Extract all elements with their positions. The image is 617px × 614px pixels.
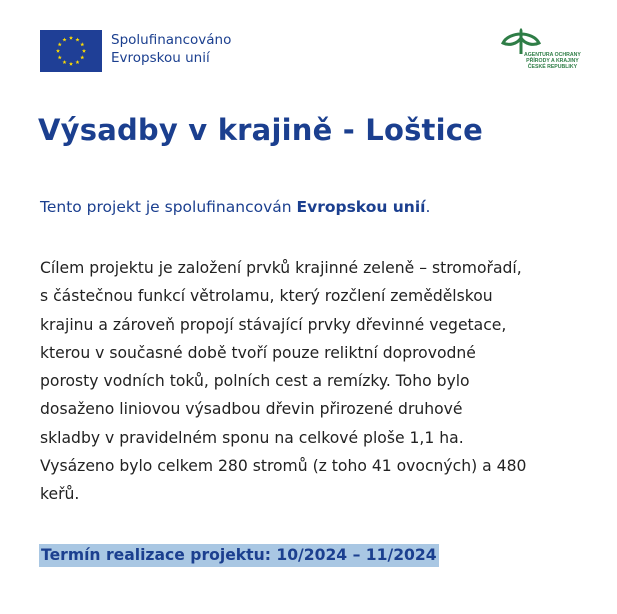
eu-cofinancing-logo-text (111, 31, 231, 67)
eu-logo-line2: Evropskou unií (111, 50, 210, 66)
agency-logo-line1: AGENTURA OCHRANY (524, 52, 581, 58)
description-line: Vysázeno bylo celkem 280 stromů (z toho 41 ovocných) a 480 (40, 457, 527, 476)
agency-logo-text (524, 52, 581, 71)
cofinancing-prefix: Tento projekt je spolufinancován (40, 198, 297, 216)
agency-logo-line2: PŘÍRODY A KRAJINY (526, 58, 579, 65)
aopk-leaf-icon (500, 28, 542, 54)
page-title: Výsadby v krajině - Loštice (38, 113, 484, 147)
eu-flag-icon (40, 30, 102, 72)
description-line: kterou v současné době tvoří pouze reliktní doprovodné (40, 343, 476, 362)
description-line: skladby v pravidelném sponu na celkové ploše 1,1 ha. (40, 428, 464, 447)
description-line: porosty vodních toků, polních cest a remízky. Toho bylo (40, 372, 470, 391)
description-line: krajinu a zároveň propojí stávající prvky dřevinné vegetace, (40, 315, 507, 334)
realization-term: Termín realizace projektu: 10/2024 – 11/2024 (39, 544, 439, 567)
description-line: keřů. (40, 485, 80, 504)
eu-logo-line1: Spolufinancováno (111, 32, 232, 48)
description-line: s částečnou funkcí větrolamu, který rozčlení zemědělskou (40, 287, 493, 306)
description-line: Cílem projektu je založení prvků krajinné zeleně – stromořadí, (40, 259, 522, 277)
project-description (40, 254, 600, 509)
cofinancing-statement (40, 198, 430, 216)
cofinancing-suffix: . (425, 198, 431, 216)
cofinancing-highlight: Evropskou unií (296, 198, 426, 216)
description-line: dosaženo liniovou výsadbou dřevin přirozené druhové (40, 400, 463, 419)
agency-logo-line3: ČESKÉ REPUBLIKY (527, 64, 578, 71)
